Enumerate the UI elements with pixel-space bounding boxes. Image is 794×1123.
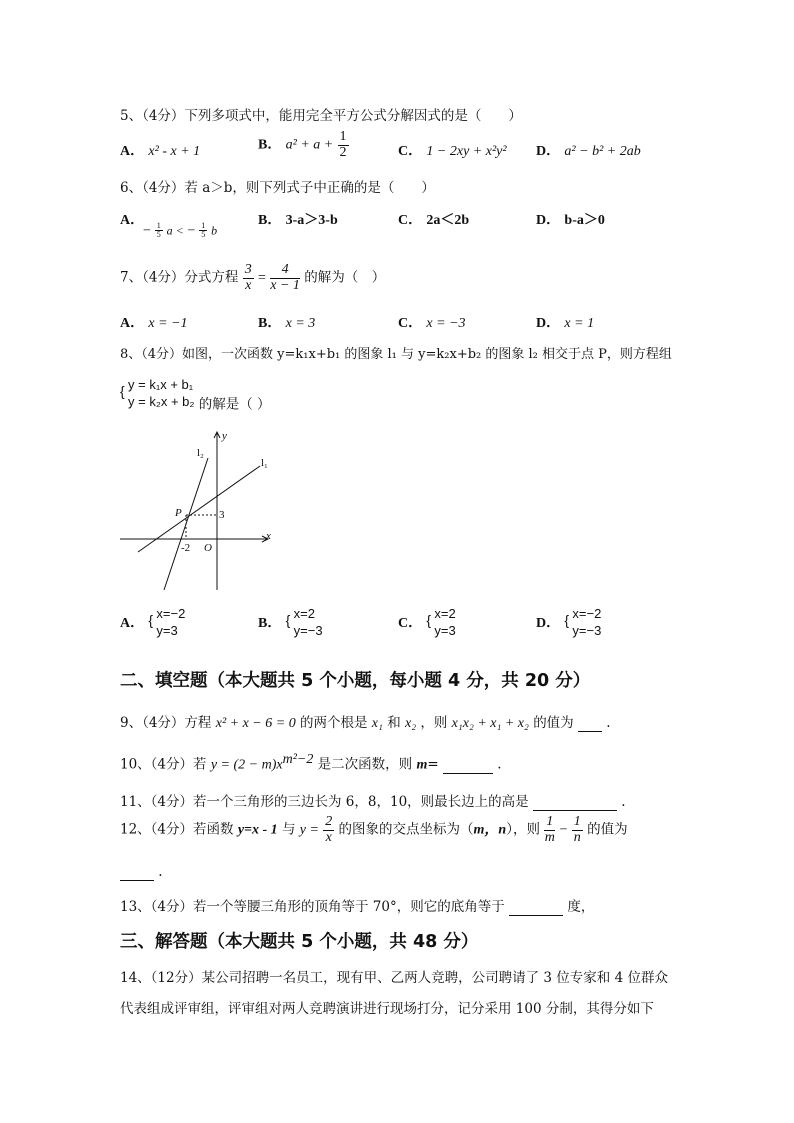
q8-option-a[interactable] xyxy=(120,605,185,639)
option-label: B． xyxy=(258,316,282,331)
fraction: $\frac{2}{x}$ xyxy=(325,814,333,845)
option-system: { x=−2 y=−3 xyxy=(564,606,602,638)
option-label: B． xyxy=(258,213,282,228)
answer-blank[interactable] xyxy=(443,757,493,774)
option-text: a² + a + xyxy=(285,137,334,153)
equation-system: { y = k₁x + b₁ y = k₂x + b₂ xyxy=(120,377,195,409)
option-label: A． xyxy=(120,616,145,631)
option-system: { x=2 y=−3 xyxy=(285,606,323,638)
option-label: A． xyxy=(120,213,145,228)
label-p: P xyxy=(175,507,182,519)
option-label: C． xyxy=(398,616,423,631)
option-text: x = 1 xyxy=(564,316,595,331)
q8-option-b[interactable] xyxy=(258,605,323,639)
q5-option-d[interactable] xyxy=(536,140,641,160)
q14-line-2: 代表组成评审组，评审组对两人竞聘演讲进行现场打分，记分采用 100 分制，其得分如下 xyxy=(120,1001,654,1017)
fraction: $\frac{1}{n}$ xyxy=(573,814,581,845)
label-y: y xyxy=(222,430,227,442)
option-text: x = −3 xyxy=(426,316,466,331)
answer-blank[interactable] xyxy=(578,715,602,732)
label-3: 3 xyxy=(219,509,225,521)
q5-stem: 5、（4分）下列多项式中，能用完全平方公式分解因式的是（ ） xyxy=(120,108,522,124)
section-heading-fill-in: 二、填空题（本大题共 5 个小题，每小题 4 分，共 20 分） xyxy=(120,671,591,691)
option-system: { x=2 y=3 xyxy=(426,606,456,638)
option-text: b-a＞0 xyxy=(564,213,605,228)
q8-stem: 8、（4分）如图，一次函数 y=k₁x+b₁ 的图象 l₁ 与 y=k₂x+b₂ 的图象 l₂ 相交于点 P，则方程组 xyxy=(120,347,672,362)
label-neg2: -2 xyxy=(181,542,191,554)
q8-system: { y = k₁x + b₁ y = k₂x + b₂ 的解是（ ） xyxy=(120,377,271,413)
answer-blank[interactable] xyxy=(533,794,617,811)
q6-option-a[interactable] xyxy=(120,209,144,229)
q14-line-1: 14、（12分）某公司招聘一名员工，现有甲、乙两人竞聘，公司聘请了 3 位专家和 4 位群众 xyxy=(120,970,668,986)
q6-option-a-expr: − $\frac{1}{5}$ a < − $\frac{1}{5}$ b xyxy=(143,221,218,240)
option-text: 1 − 2xy + x²y² xyxy=(426,144,507,159)
answer-blank[interactable] xyxy=(509,899,563,916)
q6-option-b[interactable] xyxy=(258,209,338,229)
option-system: { x=−2 y=3 xyxy=(148,606,186,638)
q9: 9、（4分）方程 x² + x − 6 = 0 的两个根是 x₁ 和 x₂ ，则 x₁x₂ + x₁ + x₂ 的值为 . xyxy=(120,715,611,731)
fraction-left: $\frac{3}{x}$ xyxy=(244,262,252,293)
option-label: C． xyxy=(398,144,423,159)
q6-option-d[interactable] xyxy=(536,209,605,229)
option-label: B． xyxy=(258,616,282,631)
option-label: D． xyxy=(536,144,561,159)
option-label: D． xyxy=(536,616,561,631)
q5-option-b[interactable] xyxy=(258,130,349,160)
option-text: 2a＜2b xyxy=(426,213,470,228)
q5-option-a[interactable] xyxy=(120,140,200,160)
q7-option-d[interactable] xyxy=(536,312,594,332)
option-text: a² − b² + 2ab xyxy=(564,144,641,159)
q7-stem: 7、（4分）分式方程 $\frac{3}{x}$ = $\frac{4}{x - 1}$ 的解为（ ） xyxy=(120,262,386,293)
q12-answer: . xyxy=(120,864,163,881)
q13: 13、（4分）若一个等腰三角形的顶角等于 70°，则它的底角等于 度， xyxy=(120,899,595,915)
option-text: x = −1 xyxy=(148,316,188,331)
fraction: $\frac{1}{m}$ xyxy=(544,814,555,845)
q7-option-c[interactable] xyxy=(398,312,466,332)
q8-option-d[interactable] xyxy=(536,605,601,639)
label-x: x xyxy=(266,530,271,542)
fraction-right: $\frac{4}{x - 1}$ xyxy=(270,262,300,293)
option-label: D． xyxy=(536,213,561,228)
q10: 10、（4分）若 $y = (2 - m)x^{m^2-2}$ 是二次函数，则 m= . xyxy=(120,752,502,773)
q8-option-c[interactable] xyxy=(398,605,456,639)
q7-option-b[interactable] xyxy=(258,312,315,332)
option-text: 3-a＞3-b xyxy=(285,213,338,228)
option-label: B． xyxy=(258,137,282,153)
label-l2: l₂ xyxy=(197,447,204,459)
option-label: A． xyxy=(120,316,145,331)
fraction: $\frac{1}{5}$ xyxy=(156,221,161,240)
q12: 12、（4分）若函数 y=x - 1 与 y = $\frac{2}{x}$ 的图象的交点坐标为（m，n），则 $\frac{1}{m}$ − $\frac{1}{n}$ 的值为 xyxy=(120,814,628,845)
q6-stem: 6、（4分）若 a＞b，则下列式子中正确的是（ ） xyxy=(120,180,435,196)
section-heading-solve: 三、解答题（本大题共 5 个小题，共 48 分） xyxy=(120,932,479,952)
option-text: x = 3 xyxy=(285,316,316,331)
label-l1: l₁ xyxy=(261,457,268,469)
option-label: C． xyxy=(398,213,423,228)
q6-option-c[interactable] xyxy=(398,209,469,229)
q11: 11、（4分）若一个三角形的三边长为 6，8，10，则最长边上的高是 . xyxy=(120,794,626,810)
option-label: A． xyxy=(120,144,145,159)
answer-blank[interactable] xyxy=(120,864,154,881)
option-label: C． xyxy=(398,316,423,331)
q8-graph xyxy=(118,426,278,596)
label-o: O xyxy=(204,542,212,554)
option-text: x² - x + 1 xyxy=(148,144,201,159)
q7-option-a[interactable] xyxy=(120,312,188,332)
fraction: $\frac{1}{5}$ xyxy=(201,221,206,240)
fraction: $\frac{1}{2}$ xyxy=(339,129,347,160)
q5-option-c[interactable] xyxy=(398,140,507,160)
option-label: D． xyxy=(536,316,561,331)
